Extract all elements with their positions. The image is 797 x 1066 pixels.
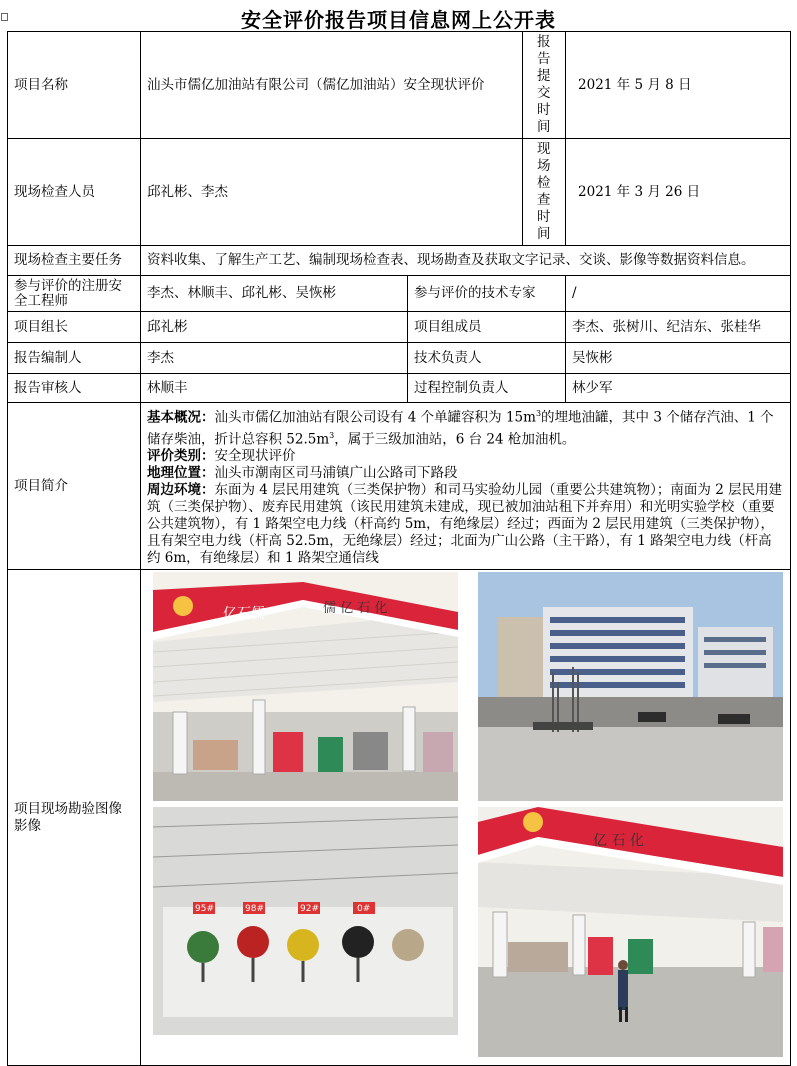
nozzle-label-95: 95#: [195, 904, 214, 914]
label-tech-lead: 技术负责人: [408, 343, 566, 374]
nozzle-label-98: 98#: [245, 904, 264, 914]
photo-tank-area: [478, 572, 783, 801]
category-text: 安全现状评价: [214, 448, 296, 464]
canopy-side-image: [478, 807, 783, 1057]
surround-text: 东面为 4 层民用建筑（三类保护物）和司马实验幼儿园（重要公共建筑物）；南面为 2 层民用建筑（三类保护物）、废弃民用建筑（该民用建筑未建成，现已被加油站租下并弃用）和光明实验学校（重要公共建筑物），有 1 路架空电力线（杆高约 5m，有绝缘层）经过；西面为 2 层民用建筑（三类保护物），且有架空电力线（杆高 52.5m，无绝缘层）经过；北面为广山公路（主干路），有 1 路架空电力线（杆高约 6m，有绝缘层）和 1 路架空通信线: [147, 482, 783, 566]
canopy-side-sign: 亿 石 化: [593, 833, 644, 849]
sup-3b: 3: [329, 430, 335, 440]
nozzles-image: [153, 807, 458, 1035]
value-experts: /: [566, 276, 791, 312]
value-members: 李杰、张树川、纪洁东、张桂华: [566, 312, 791, 343]
overview-text-a: 汕头市儒亿加油站有限公司设有 4 个单罐容积为 15m: [214, 409, 536, 426]
value-compiler: 李杰: [141, 343, 408, 374]
value-tasks: 资料收集、了解生产工艺、编制现场检查表、现场勘查及获取文字记录、交谈、影像等数据资料信息。: [141, 246, 791, 276]
location-text: 汕头市潮南区司马浦镇广山公路司下路段: [214, 465, 458, 481]
label-members: 项目组成员: [408, 312, 566, 343]
label-experts: 参与评价的技术专家: [408, 276, 566, 312]
photo-nozzles: [153, 807, 458, 1035]
surround-label: 周边环境：: [147, 482, 215, 498]
label-submit-time: 报告提交时间: [523, 32, 566, 139]
location-label: 地理位置：: [147, 465, 215, 481]
value-tech-lead: 吴恢彬: [566, 343, 791, 374]
canopy-sign-right: 儒 亿 石 化: [323, 601, 388, 616]
label-compiler: 报告编制人: [8, 343, 141, 374]
photo-grid: [141, 570, 791, 1066]
value-inspect-time: 2021 年 3 月 26 日: [566, 139, 791, 246]
value-process-lead: 林少军: [566, 374, 791, 403]
label-intro: 项目简介: [8, 403, 141, 570]
label-project-name: 项目名称: [8, 32, 141, 139]
canopy-front-image: [153, 572, 458, 801]
info-table: [7, 31, 791, 1066]
label-reviewer: 报告审核人: [8, 374, 141, 403]
label-tasks: 现场检查主要任务: [8, 246, 141, 276]
category-label: 评价类别：: [147, 448, 215, 464]
tank-area-image: [478, 572, 783, 801]
label-inspectors: 现场检查人员: [8, 139, 141, 246]
nozzle-label-92: 92#: [300, 904, 319, 914]
label-leader: 项目组长: [8, 312, 141, 343]
label-process-lead: 过程控制负责人: [408, 374, 566, 403]
photo-canopy-side: [478, 807, 783, 1057]
value-inspectors: 邱礼彬、李杰: [141, 139, 523, 246]
value-submit-time: 2021 年 5 月 8 日: [566, 32, 791, 139]
value-engineers: 李杰、林顺丰、邱礼彬、吴恢彬: [141, 276, 408, 312]
label-photos: 项目现场勘验图像影像: [8, 570, 141, 1066]
nozzle-label-0: 0#: [357, 904, 371, 914]
page-title: 安全评价报告项目信息网上公开表: [241, 8, 556, 32]
photo-canopy-front: [153, 572, 458, 801]
label-engineers: 参与评价的注册安全工程师: [8, 276, 141, 312]
canopy-sign-left: 亿石儒: [223, 606, 265, 622]
project-intro: [141, 403, 791, 570]
overview-label: 基本概况：: [147, 409, 215, 426]
overview-text-c: ，属于三级加油站，6 台 24 枪加油机。: [334, 431, 576, 447]
value-reviewer: 林顺丰: [141, 374, 408, 403]
value-leader: 邱礼彬: [141, 312, 408, 343]
label-inspect-time: 现场检查时间: [523, 139, 566, 246]
sup-3a: 3: [535, 409, 542, 418]
value-project-name: 汕头市儒亿加油站有限公司（儒亿加油站）安全现状评价: [141, 32, 523, 139]
overview-text-b: 的埋地油罐，其中 3 个储存汽油、1 个储存柴油，折计总容积 52.5m: [147, 409, 774, 447]
